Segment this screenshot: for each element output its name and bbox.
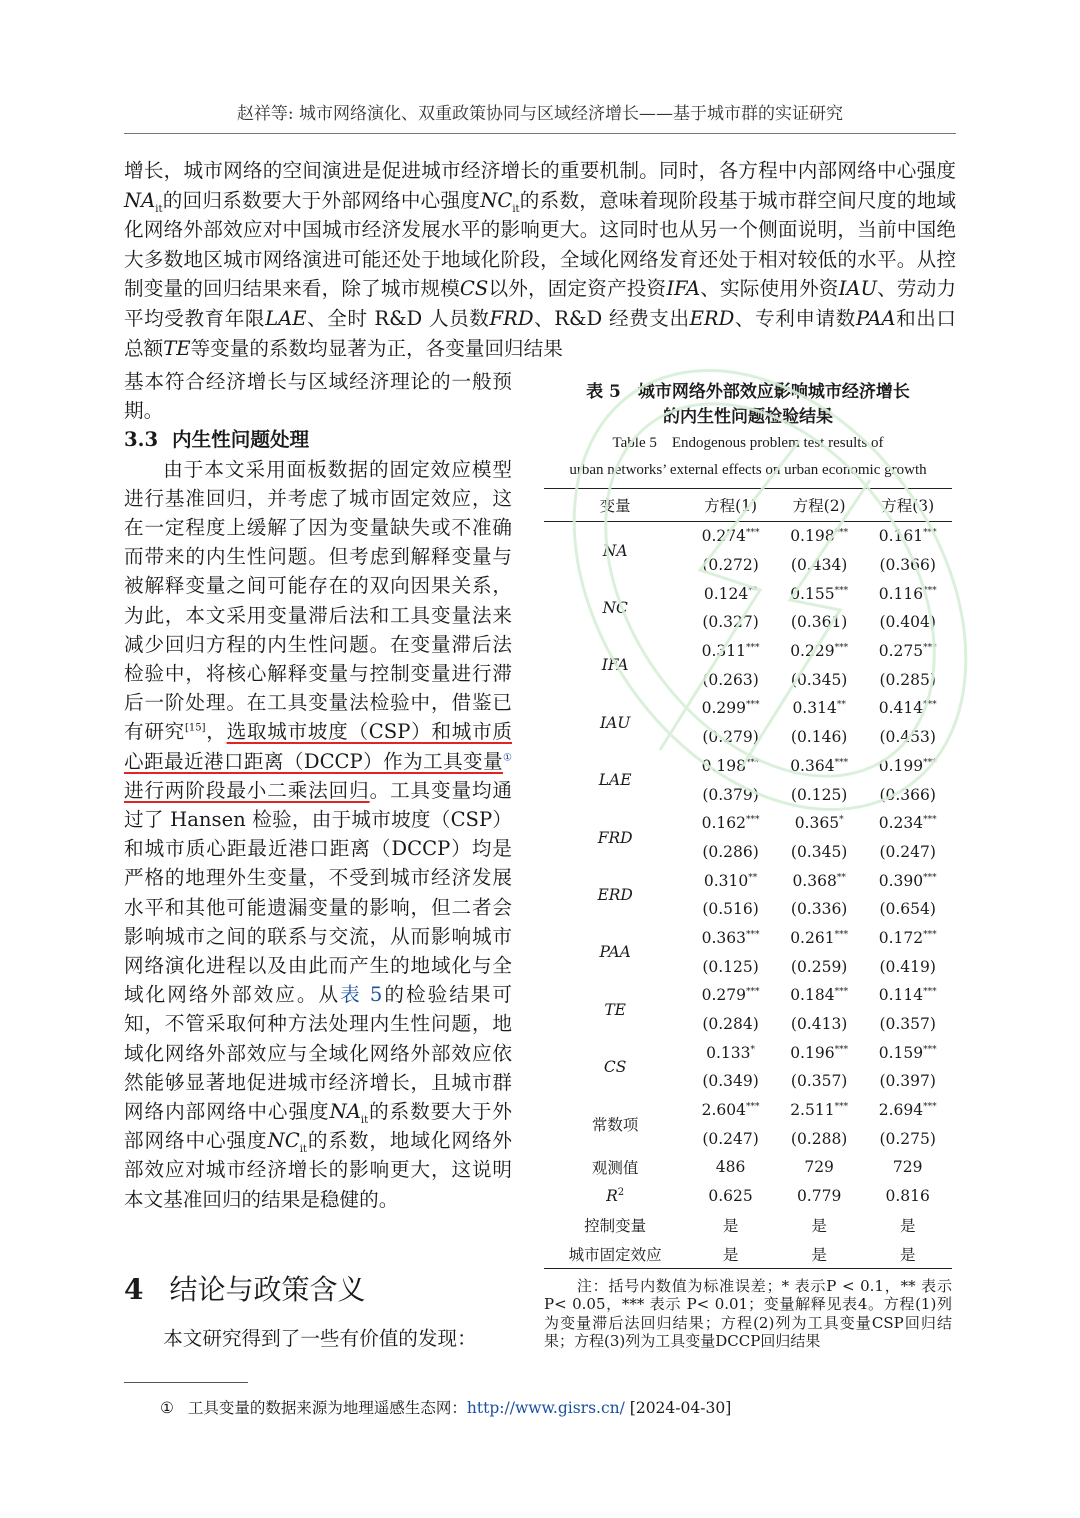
std-error-cell: (0.259) [790, 957, 848, 976]
table-row-r2 [544, 1182, 952, 1211]
table-row-obs [544, 1153, 952, 1182]
coefficient-cell: 0.198*** [790, 527, 849, 546]
std-error-cell: (0.419) [879, 957, 936, 976]
footnote-link[interactable]: http://www.gisrs.cn/ [466, 1399, 625, 1417]
row-variable: IAU [599, 713, 631, 732]
col-header: 变量 [544, 489, 686, 522]
running-header: 赵祥等: 城市网络演化、双重政策协同与区域经济增长——基于城市群的实证研究 [236, 104, 844, 124]
std-error-cell: (0.286) [702, 842, 759, 861]
coefficient-cell: 0.368** [792, 871, 846, 890]
std-error-cell: (0.516) [702, 900, 759, 919]
footnote-marker[interactable]: ① [503, 752, 512, 764]
std-error-cell: (0.404) [879, 613, 936, 632]
std-error-cell: (0.263) [702, 670, 759, 689]
coefficient-cell: 0.114*** [878, 986, 937, 1005]
table-row [544, 1096, 952, 1125]
row-variable: IFA [601, 656, 629, 675]
coefficient-cell: 0.299*** [701, 699, 760, 718]
std-error-cell: (0.345) [790, 670, 848, 689]
coefficient-cell: 0.364*** [790, 756, 849, 775]
coefficient-cell: 0.172*** [878, 928, 937, 947]
coefficient-cell: 0.199*** [878, 756, 937, 775]
std-error-cell: (0.146) [790, 728, 848, 747]
row-variable: FRD [597, 828, 633, 847]
table-row [544, 694, 952, 723]
table-row [544, 924, 952, 953]
results-table [544, 488, 952, 1269]
std-error-cell: (0.285) [879, 670, 936, 689]
table-5-link[interactable]: 表 5 [340, 983, 383, 1007]
table-row [544, 809, 952, 838]
endogeneity-paragraph: 由于本文采用面板数据的固定效应模型进行基准回归，并考虑了城市固定效应，这在一定程度上缓解了因为变量缺失或不准确而带来的内生性问题。但考虑到解释变量与被解释变量之间可能存在的双向因果关系，为此，本文采用变量滞后法和工具变量法来减少回归方程的内生性问题。在变量滞后法检验中，将核心解释变量与控制变量进行滞后一阶处理。在工具变量法检验中，借鉴已有研究[15]，选取城市坡度（CSP）和城市质心距最近港口距离（DCCP）作为工具变量①进行两阶段最小二乘法回归。工具变量均通过了 Hansen 检验，由于城市坡度（CSP）和城市质心距最近港口距离（DCCP）均是严格的地理外生变量，不受到城市经济发展水平和其他可能遗漏变量的影响，但二者会影响城市之间的联系与交流，从而影响城市网络演化进程以及由此而产生的地域化与全域化网络外部效应。从表 5的检验结果可知，不管采取何种方法处理内生性问题，地域化网络外部效应与全域化网络外部效应依然能够显著地促进城市经济增长，且城市群网络内部网络中心强度$NA_{it}$的系数要大于外部网络中心强度$NC_{it}$的系数，地域化网络外部效应对城市经济增长的影响更大，这说明本文基准回归的结果是稳健的。 [124, 457, 513, 1211]
stat-cell: 729 [804, 1158, 834, 1177]
stat-cell: 是 [722, 1216, 739, 1235]
coefficient-cell: 0.133* [706, 1043, 756, 1062]
std-error-cell: (0.284) [702, 1015, 759, 1034]
std-error-cell: (0.336) [790, 900, 848, 919]
std-error-cell: (0.397) [879, 1072, 936, 1091]
table-row [544, 1038, 952, 1067]
std-error-cell: (0.366) [879, 785, 936, 804]
coefficient-cell: 0.363*** [701, 928, 760, 947]
row-label: 控制变量 [584, 1216, 647, 1235]
coefficient-cell: 0.198*** [701, 756, 760, 775]
row-variable: LAE [598, 771, 632, 790]
std-error-cell: (0.413) [790, 1015, 848, 1034]
table-row [544, 981, 952, 1010]
coefficient-cell: 0.314** [792, 699, 846, 718]
header-rule [124, 133, 956, 134]
std-error-cell: (0.361) [790, 613, 848, 632]
table-caption-cn-2: 的内生性问题检验结果 [663, 407, 833, 427]
std-error-cell: (0.125) [790, 785, 848, 804]
std-error-cell: (0.279) [702, 728, 759, 747]
table-row [544, 752, 952, 781]
coefficient-cell: 0.311*** [701, 642, 760, 661]
coefficient-cell: 0.161*** [878, 527, 937, 546]
std-error-cell: (0.357) [879, 1015, 936, 1034]
std-error-cell: (0.247) [879, 842, 936, 861]
stat-cell: 是 [775, 1239, 864, 1268]
coefficient-cell: 0.159*** [878, 1043, 937, 1062]
stat-cell: 是 [811, 1216, 827, 1235]
table-caption-en: Table 5 Endogenous problem test results of [612, 435, 884, 451]
stat-cell: 0.779 [796, 1187, 842, 1206]
row-label: $R^2$ [606, 1187, 625, 1206]
coefficient-cell: 0.229*** [790, 642, 849, 661]
body-paragraph-top: 增长，城市网络的空间演进是促进城市经济增长的重要机制。同时，各方程中内部网络中心强度$NA_{it}$的回归系数要大于外部网络中心强度$NC_{it}$的系数，意味着现阶段基于城市群空间尺度的地域化网络外部效应对中国城市经济发展水平的影响更大。这同时也从另一个侧面说明，当前中国绝大多数地区城市网络演进可能还处于地域化阶段，全域化网络发育还处于相对较低的水平。从控制变量的回归结果来看，除了城市规模CS以外，固定资产投资IFA、实际使用外资IAU、劳动力平均受教育年限LAE、全时 R&D 人员数FRD、R&D 经费支出ERD、专利申请数PAA和出口总额TE等变量的系数均显著为正，各变量回归结果 [124, 159, 957, 360]
stat-cell: 是 [899, 1216, 916, 1235]
coefficient-cell: 0.184*** [790, 986, 849, 1005]
citation-15[interactable]: [15] [184, 722, 206, 734]
std-error-cell: (0.327) [702, 613, 759, 632]
table-note: 注：括号内数值为标准误差；* 表示P < 0.1，** 表示P< 0.05，*** 表示 P< 0.01；变量解释见表4。方程(1)列为变量滞后法回归结果；方程(2)列为工具变量CSP回归结果；方程(3)列为工具变量DCCP回归结果 [544, 1276, 952, 1351]
row-variable: TE [604, 1000, 626, 1019]
table-caption-en-2: urban networks’ external effects on urban economic growth [569, 462, 927, 478]
section-4-heading: 4 结论与政策含义 [124, 1273, 366, 1306]
table-row-fe [544, 1239, 952, 1268]
coefficient-cell: 0.261*** [790, 928, 849, 947]
continued-text: 基本符合经济增长与区域经济理论的一般预期。 [124, 370, 512, 423]
row-variable: 常数项 [591, 1116, 639, 1135]
stat-cell: 是 [863, 1239, 952, 1268]
col-header: 方程(3) [863, 489, 952, 522]
footnote: ① 工具变量的数据来源为地理遥感生态网：http://www.gisrs.cn/ [2024-04-30] [160, 1399, 732, 1417]
table-row [544, 579, 952, 608]
row-variable: CS [603, 1058, 627, 1077]
coefficient-cell: 2.694*** [878, 1101, 937, 1120]
var-na: NA [124, 188, 156, 212]
table-row [544, 637, 952, 666]
coefficient-cell: 0.196*** [790, 1043, 849, 1062]
highlighted-text: 选取城市坡度（CSP）和城市质心距最近港口距离（DCCP）作为工具变量 [124, 720, 513, 773]
col-header: 方程(2) [775, 489, 864, 522]
conclusion-first-line: 本文研究得到了一些有价值的发现： [163, 1327, 477, 1350]
table-5 [544, 380, 952, 1351]
std-error-cell: (0.345) [790, 842, 848, 861]
std-error-cell: (0.654) [879, 900, 936, 919]
left-column [124, 367, 512, 1214]
coefficient-cell: 0.414*** [878, 699, 937, 718]
coefficient-cell: 0.365* [794, 814, 844, 833]
std-error-cell: (0.288) [790, 1129, 848, 1148]
std-error-cell: (0.366) [879, 556, 936, 575]
coefficient-cell: 2.604*** [701, 1101, 760, 1120]
std-error-cell: (0.272) [702, 556, 759, 575]
coefficient-cell: 0.234*** [878, 814, 937, 833]
stat-cell: 是 [686, 1239, 775, 1268]
std-error-cell: (0.125) [702, 957, 759, 976]
std-error-cell: (0.247) [702, 1129, 759, 1148]
coefficient-cell: 2.511*** [790, 1101, 849, 1120]
coefficient-cell: 0.310** [703, 871, 758, 890]
row-label: 观测值 [591, 1159, 639, 1178]
coefficient-cell: 0.116*** [878, 584, 937, 603]
stat-cell: 486 [715, 1158, 746, 1177]
table-row [544, 866, 952, 895]
std-error-cell: (0.453) [879, 728, 936, 747]
coefficient-cell: 0.390*** [878, 871, 937, 890]
col-header: 方程(1) [686, 489, 775, 522]
section-3-3-heading: 3.3 内生性问题处理 [124, 428, 310, 452]
table-row-ctrl [544, 1211, 952, 1240]
row-variable: PAA [599, 943, 631, 962]
table-header-row [544, 489, 952, 522]
var-nc: NC [480, 188, 513, 212]
coefficient-cell: 0.279*** [701, 986, 760, 1005]
coefficient-cell: 0.124** [703, 584, 758, 603]
table-row [544, 522, 952, 551]
row-variable: NC [602, 599, 628, 618]
std-error-cell: (0.349) [702, 1072, 759, 1091]
stat-cell: 0.625 [708, 1187, 753, 1206]
stat-cell: 0.816 [885, 1187, 930, 1206]
std-error-cell: (0.357) [790, 1072, 848, 1091]
coefficient-cell: 0.162*** [701, 814, 760, 833]
table-caption-cn: 表 5 城市网络外部效应影响城市经济增长 [586, 382, 910, 402]
stat-cell: 729 [892, 1158, 923, 1177]
std-error-cell: (0.275) [879, 1129, 936, 1148]
coefficient-cell: 0.155*** [790, 584, 849, 603]
std-error-cell: (0.434) [790, 556, 848, 575]
std-error-cell: (0.379) [702, 785, 759, 804]
row-variable: NA [602, 541, 628, 560]
footnote-rule [124, 1382, 248, 1383]
row-label: 城市固定效应 [544, 1239, 686, 1268]
coefficient-cell: 0.274*** [701, 527, 760, 546]
row-variable: ERD [597, 885, 633, 904]
coefficient-cell: 0.275*** [878, 642, 937, 661]
